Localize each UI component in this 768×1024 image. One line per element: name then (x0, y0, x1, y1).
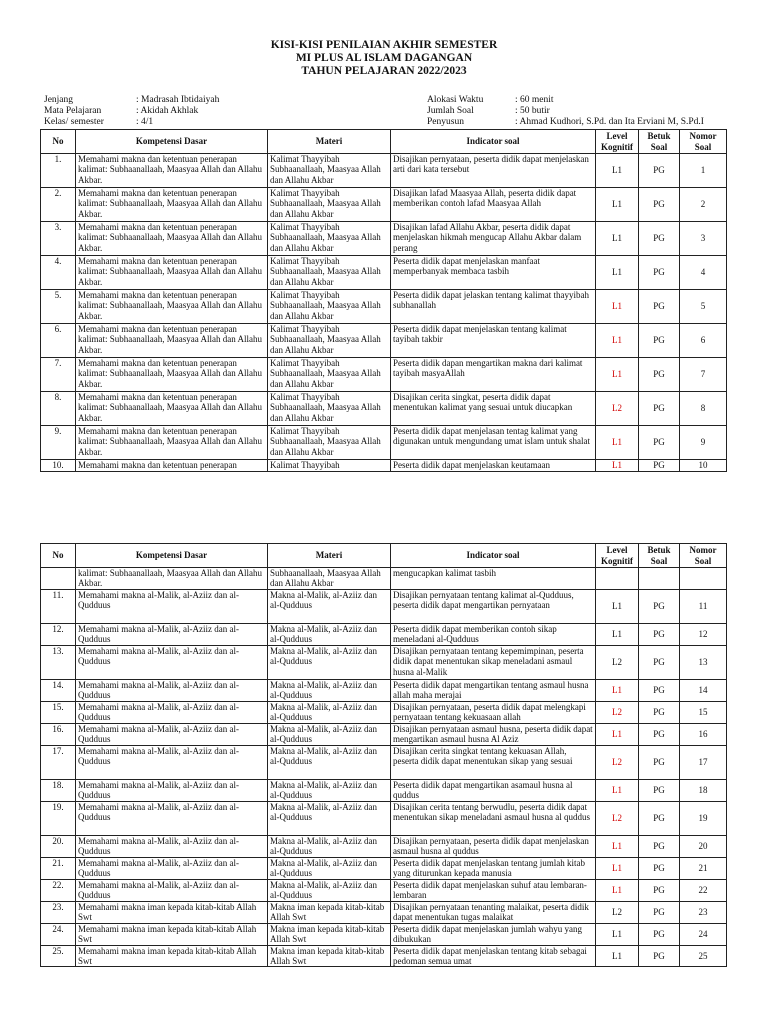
bentuk-soal-cell: PG (639, 460, 680, 472)
row-number-cell: 10. (41, 460, 76, 472)
materi-cell: Kalimat Thayyibah Subhaanallaah, Maasyaa Allah dan Allahu Akbar (268, 256, 391, 290)
row-number-cell: 14. (41, 680, 76, 702)
level-kognitif-cell: L1 (596, 358, 639, 392)
column-header-bentuk: Betuk Soal (639, 130, 680, 154)
row-number-cell: 11. (41, 590, 76, 624)
column-header-kompetensi: Kompetensi Dasar (76, 130, 268, 154)
table-row (41, 256, 727, 290)
column-header-materi: Materi (268, 130, 391, 154)
bentuk-soal-cell: PG (639, 746, 680, 780)
meta-row (427, 95, 704, 106)
table-row (41, 646, 727, 680)
bentuk-soal-cell: PG (639, 902, 680, 924)
level-kognitif-cell: L1 (596, 945, 639, 967)
materi-cell: Kalimat Thayyibah Subhaanallaah, Maasyaa Allah dan Allahu Akbar (268, 392, 391, 426)
meta-label: Alokasi Waktu (427, 95, 484, 105)
kompetensi-dasar-cell: Memahami makna al-Malik, al-Aziiz dan al-Qudduus (76, 590, 268, 624)
materi-cell: Kalimat Thayyibah (268, 460, 391, 472)
level-kognitif-cell: L1 (596, 590, 639, 624)
kompetensi-dasar-cell: Memahami makna dan ketentuan penerapan kalimat: Subhaanallaah, Maasyaa Allah dan Allahu Akbar. (76, 188, 268, 222)
table-row (41, 154, 727, 188)
nomor-soal-cell: 9 (680, 426, 727, 460)
row-number-cell: 23. (41, 902, 76, 924)
level-kognitif-cell: L2 (596, 802, 639, 836)
table-row (41, 945, 727, 967)
bentuk-soal-cell: PG (639, 256, 680, 290)
materi-cell: Makna al-Malik, al-Aziiz dan al-Qudduus (268, 780, 391, 802)
table-row (41, 358, 727, 392)
row-number-cell: 13. (41, 646, 76, 680)
materi-cell: Kalimat Thayyibah Subhaanallaah, Maasyaa Allah dan Allahu Akbar (268, 358, 391, 392)
nomor-soal-cell: 18 (680, 780, 727, 802)
kompetensi-dasar-cell: Memahami makna al-Malik, al-Aziiz dan al-Qudduus (76, 680, 268, 702)
bentuk-soal-cell: PG (639, 924, 680, 946)
materi-cell: Kalimat Thayyibah Subhaanallaah, Maasyaa Allah dan Allahu Akbar (268, 222, 391, 256)
table-row (41, 426, 727, 460)
assessment-grid-table-1 (40, 129, 727, 472)
meta-value: : Madrasah Ibtidaiyah (136, 95, 220, 105)
kompetensi-dasar-cell: Memahami makna dan ketentuan penerapan kalimat: Subhaanallaah, Maasyaa Allah dan Allahu Akbar. (76, 358, 268, 392)
bentuk-soal-cell: PG (639, 392, 680, 426)
kompetensi-dasar-cell: Memahami makna dan ketentuan penerapan (76, 460, 268, 472)
level-kognitif-cell: L1 (596, 290, 639, 324)
row-number-cell: 2. (41, 188, 76, 222)
kompetensi-dasar-cell: Memahami makna dan ketentuan penerapan kalimat: Subhaanallaah, Maasyaa Allah dan Allahu Akbar. (76, 290, 268, 324)
bentuk-soal-cell: PG (639, 154, 680, 188)
table-row (41, 836, 727, 858)
indikator-soal-cell: Peserta didik dapat menjelaskan tentang kalimat tayibah takbir (391, 324, 596, 358)
indikator-soal-cell: Peserta didik dapat menjelaskan tentang jumlah kitab yang diturunkan kepada manusia (391, 858, 596, 880)
nomor-soal-cell: 2 (680, 188, 727, 222)
level-kognitif-cell: L2 (596, 392, 639, 426)
indikator-soal-cell: Disajikan cerita tentang berwudlu, peserta didik dapat menentukan sikap meneladani asmaul husna al quddus (391, 802, 596, 836)
materi-cell: Kalimat Thayyibah Subhaanallaah, Maasyaa Allah dan Allahu Akbar (268, 426, 391, 460)
row-number-cell: 17. (41, 746, 76, 780)
row-number-cell: 9. (41, 426, 76, 460)
bentuk-soal-cell: PG (639, 590, 680, 624)
row-number-cell: 12. (41, 624, 76, 646)
indikator-soal-cell: Peserta didik dapat memberikan contoh sikap meneladani al-Qudduus (391, 624, 596, 646)
nomor-soal-cell: 22 (680, 880, 727, 902)
indikator-soal-cell: Disajikan pernyataan tenanting malaikat, peserta didik dapat menentukan tugas malaikat (391, 902, 596, 924)
column-header-nomor: Nomor Soal (680, 130, 727, 154)
header-title-line-1: KISI-KISI PENILAIAN AKHIR SEMESTER (270, 39, 498, 51)
table-row (41, 460, 727, 472)
materi-cell: Subhaanallaah, Maasyaa Allah dan Allahu Akbar (268, 568, 391, 590)
kompetensi-dasar-cell: Memahami makna al-Malik, al-Aziiz dan al-Qudduus (76, 858, 268, 880)
row-number-cell: 16. (41, 724, 76, 746)
nomor-soal-cell: 19 (680, 802, 727, 836)
kompetensi-dasar-cell: kalimat: Subhaanallaah, Maasyaa Allah dan Allahu Akbar. (76, 568, 268, 590)
bentuk-soal-cell: PG (639, 188, 680, 222)
row-number-cell: 7. (41, 358, 76, 392)
bentuk-soal-cell: PG (639, 858, 680, 880)
level-kognitif-cell: L1 (596, 426, 639, 460)
row-number-cell: 22. (41, 880, 76, 902)
meta-left-block (44, 95, 219, 128)
kompetensi-dasar-cell: Memahami makna dan ketentuan penerapan kalimat: Subhaanallaah, Maasyaa Allah dan Allahu Akbar. (76, 324, 268, 358)
level-kognitif-cell: L1 (596, 880, 639, 902)
bentuk-soal-cell: PG (639, 780, 680, 802)
indikator-soal-cell: Disajikan lafad Allahu Akbar, peserta didik dapat menjelaskan hikmah mengucap Allahu Akbar dalam perang (391, 222, 596, 256)
kompetensi-dasar-cell: Memahami makna al-Malik, al-Aziiz dan al-Qudduus (76, 780, 268, 802)
kompetensi-dasar-cell: Memahami makna al-Malik, al-Aziiz dan al-Qudduus (76, 802, 268, 836)
level-kognitif-cell: L1 (596, 188, 639, 222)
column-header-indikator: Indicator soal (391, 130, 596, 154)
meta-label: Kelas/ semester (44, 117, 104, 127)
nomor-soal-cell: 16 (680, 724, 727, 746)
nomor-soal-cell: 25 (680, 945, 727, 967)
kompetensi-dasar-cell: Memahami makna dan ketentuan penerapan kalimat: Subhaanallaah, Maasyaa Allah dan Allahu Akbar. (76, 154, 268, 188)
materi-cell: Makna al-Malik, al-Aziiz dan al-Qudduus (268, 590, 391, 624)
kompetensi-dasar-cell: Memahami makna dan ketentuan penerapan kalimat: Subhaanallaah, Maasyaa Allah dan Allahu Akbar. (76, 256, 268, 290)
materi-cell: Makna al-Malik, al-Aziiz dan al-Qudduus (268, 680, 391, 702)
level-kognitif-cell: L1 (596, 460, 639, 472)
row-number-cell: 1. (41, 154, 76, 188)
kompetensi-dasar-cell: Memahami makna al-Malik, al-Aziiz dan al-Qudduus (76, 836, 268, 858)
column-header-no: No (41, 130, 76, 154)
assessment-grid-table-2 (40, 543, 727, 967)
table-row (41, 568, 727, 590)
materi-cell: Makna al-Malik, al-Aziiz dan al-Qudduus (268, 880, 391, 902)
materi-cell: Kalimat Thayyibah Subhaanallaah, Maasyaa Allah dan Allahu Akbar (268, 188, 391, 222)
indikator-soal-cell: Disajikan pernyataan, peserta didik dapat menjelaskan asmaul husna al quddus (391, 836, 596, 858)
bentuk-soal-cell (639, 568, 680, 590)
table-row (41, 746, 727, 780)
kompetensi-dasar-cell: Memahami makna al-Malik, al-Aziiz dan al-Qudduus (76, 724, 268, 746)
row-number-cell: 25. (41, 945, 76, 967)
materi-cell: Makna al-Malik, al-Aziiz dan al-Qudduus (268, 858, 391, 880)
row-number-cell: 15. (41, 702, 76, 724)
table-row (41, 680, 727, 702)
row-number-cell: 19. (41, 802, 76, 836)
indikator-soal-cell: Peserta didik dapat menjelaskan tentang kitab sebagai pedoman semua umat (391, 945, 596, 967)
table-body (41, 154, 727, 472)
nomor-soal-cell: 4 (680, 256, 727, 290)
indikator-soal-cell: Peserta didik dapan mengartikan makna dari kalimat tayibah masyaAllah (391, 358, 596, 392)
nomor-soal-cell: 7 (680, 358, 727, 392)
bentuk-soal-cell: PG (639, 945, 680, 967)
indikator-soal-cell: Disajikan pernyataan, peserta didik dapat melengkapi pernyataan tentang kekuasaan allah (391, 702, 596, 724)
bentuk-soal-cell: PG (639, 680, 680, 702)
level-kognitif-cell: L1 (596, 624, 639, 646)
nomor-soal-cell: 20 (680, 836, 727, 858)
table-row (41, 858, 727, 880)
kompetensi-dasar-cell: Memahami makna iman kepada kitab-kitab Allah Swt (76, 902, 268, 924)
bentuk-soal-cell: PG (639, 646, 680, 680)
nomor-soal-cell: 21 (680, 858, 727, 880)
meta-value: : 50 butir (515, 106, 550, 116)
materi-cell: Kalimat Thayyibah Subhaanallaah, Maasyaa Allah dan Allahu Akbar (268, 324, 391, 358)
table-row (41, 702, 727, 724)
meta-row (44, 117, 219, 128)
meta-right-block (427, 95, 704, 128)
bentuk-soal-cell: PG (639, 624, 680, 646)
kompetensi-dasar-cell: Memahami makna al-Malik, al-Aziiz dan al-Qudduus (76, 880, 268, 902)
nomor-soal-cell: 5 (680, 290, 727, 324)
table-row (41, 724, 727, 746)
column-header-level: Level Kognitif (596, 544, 639, 568)
materi-cell: Makna al-Malik, al-Aziiz dan al-Qudduus (268, 624, 391, 646)
row-number-cell: 18. (41, 780, 76, 802)
kompetensi-dasar-cell: Memahami makna dan ketentuan penerapan kalimat: Subhaanallaah, Maasyaa Allah dan Allahu Akbar. (76, 392, 268, 426)
nomor-soal-cell: 14 (680, 680, 727, 702)
meta-label: Jumlah Soal (427, 106, 474, 116)
indikator-soal-cell: Disajikan cerita singkat tentang kekuasan Allah, peserta didik dapat menentukan sikap yang sesuai (391, 746, 596, 780)
column-header-level: Level Kognitif (596, 130, 639, 154)
nomor-soal-cell: 24 (680, 924, 727, 946)
indikator-soal-cell: Peserta didik dapat menjelaskan keutamaan (391, 460, 596, 472)
indikator-soal-cell: Peserta didik dapat menjelasan tentag kalimat yang digunakan untuk mengundang umat islam untuk shalat (391, 426, 596, 460)
column-header-materi: Materi (268, 544, 391, 568)
materi-cell: Makna al-Malik, al-Aziiz dan al-Qudduus (268, 836, 391, 858)
indikator-soal-cell: Disajikan pernyataan asmaul husna, peserta didik dapat mengartikan asmaul husna Al Aziz (391, 724, 596, 746)
indikator-soal-cell: Peserta didik dapat menjelaskan jumlah wahyu yang dibukukan (391, 924, 596, 946)
indikator-soal-cell: Disajikan pernyataan, peserta didik dapat menjelaskan arti dari kata tersebut (391, 154, 596, 188)
indikator-soal-cell: Disajikan pernyataan tentang kalimat al-Qudduus, peserta didik dapat mengartikan pernyataan (391, 590, 596, 624)
nomor-soal-cell: 10 (680, 460, 727, 472)
level-kognitif-cell (596, 568, 639, 590)
materi-cell: Makna al-Malik, al-Aziiz dan al-Qudduus (268, 746, 391, 780)
header-title-line-3: TAHUN PELAJARAN 2022/2023 (301, 65, 467, 77)
nomor-soal-cell: 11 (680, 590, 727, 624)
kompetensi-dasar-cell: Memahami makna al-Malik, al-Aziiz dan al-Qudduus (76, 702, 268, 724)
row-number-cell: 3. (41, 222, 76, 256)
bentuk-soal-cell: PG (639, 836, 680, 858)
materi-cell: Makna al-Malik, al-Aziiz dan al-Qudduus (268, 802, 391, 836)
header-title-line-2: MI PLUS AL ISLAM DAGANGAN (295, 52, 473, 64)
meta-value: : 4/1 (136, 117, 154, 127)
nomor-soal-cell: 8 (680, 392, 727, 426)
bentuk-soal-cell: PG (639, 222, 680, 256)
indikator-soal-cell: Disajikan pernyataan tentang kepemimpinan, peserta didik dapat menentukan sikap meneladani asmaul husna al-Malik (391, 646, 596, 680)
kompetensi-dasar-cell: Memahami makna iman kepada kitab-kitab Allah Swt (76, 945, 268, 967)
row-number-cell: 21. (41, 858, 76, 880)
materi-cell: Kalimat Thayyibah Subhaanallaah, Maasyaa Allah dan Allahu Akbar (268, 290, 391, 324)
nomor-soal-cell: 15 (680, 702, 727, 724)
nomor-soal-cell: 13 (680, 646, 727, 680)
indikator-soal-cell: Peserta didik dapat menjelaskan suhuf atau lembaran-lembaran (391, 880, 596, 902)
meta-label: Jenjang (44, 95, 74, 105)
kompetensi-dasar-cell: Memahami makna dan ketentuan penerapan kalimat: Subhaanallaah, Maasyaa Allah dan Allahu Akbar. (76, 222, 268, 256)
column-header-nomor: Nomor Soal (680, 544, 727, 568)
table-row (41, 802, 727, 836)
bentuk-soal-cell: PG (639, 802, 680, 836)
table-row (41, 324, 727, 358)
level-kognitif-cell: L2 (596, 646, 639, 680)
meta-label: Mata Pelajaran (44, 106, 102, 116)
table-header-row (41, 544, 727, 568)
level-kognitif-cell: L1 (596, 324, 639, 358)
meta-row (427, 106, 704, 117)
column-header-no: No (41, 544, 76, 568)
column-header-kompetensi: Kompetensi Dasar (76, 544, 268, 568)
nomor-soal-cell: 3 (680, 222, 727, 256)
kompetensi-dasar-cell: Memahami makna al-Malik, al-Aziiz dan al-Qudduus (76, 746, 268, 780)
level-kognitif-cell: L1 (596, 154, 639, 188)
nomor-soal-cell: 17 (680, 746, 727, 780)
indikator-soal-cell: Disajikan cerita singkat, peserta didik dapat menentukan kalimat yang sesuai untuk diucapkan (391, 392, 596, 426)
table-row (41, 188, 727, 222)
nomor-soal-cell: 23 (680, 902, 727, 924)
level-kognitif-cell: L1 (596, 256, 639, 290)
table-row (41, 590, 727, 624)
level-kognitif-cell: L1 (596, 680, 639, 702)
row-number-cell: 5. (41, 290, 76, 324)
indikator-soal-cell: Disajikan lafad Maasyaa Allah, peserta didik dapat memberikan contoh lafad Maasyaa Allah (391, 188, 596, 222)
table-row (41, 392, 727, 426)
nomor-soal-cell: 6 (680, 324, 727, 358)
meta-row (44, 106, 219, 117)
meta-value: : 60 menit (515, 95, 554, 105)
table-header-row (41, 130, 727, 154)
bentuk-soal-cell: PG (639, 358, 680, 392)
materi-cell: Makna al-Malik, al-Aziiz dan al-Qudduus (268, 724, 391, 746)
kompetensi-dasar-cell: Memahami makna al-Malik, al-Aziiz dan al-Qudduus (76, 624, 268, 646)
level-kognitif-cell: L1 (596, 724, 639, 746)
materi-cell: Makna iman kepada kitab-kitab Allah Swt (268, 924, 391, 946)
row-number-cell: 4. (41, 256, 76, 290)
nomor-soal-cell: 12 (680, 624, 727, 646)
meta-row (44, 95, 219, 106)
materi-cell: Makna iman kepada kitab-kitab Allah Swt (268, 902, 391, 924)
column-header-bentuk: Betuk Soal (639, 544, 680, 568)
table-row (41, 924, 727, 946)
kompetensi-dasar-cell: Memahami makna dan ketentuan penerapan kalimat: Subhaanallaah, Maasyaa Allah dan Allahu Akbar. (76, 426, 268, 460)
table-row (41, 290, 727, 324)
meta-value: : Ahmad Kudhori, S.Pd. dan Ita Erviani M, S.Pd.I (515, 117, 704, 127)
bentuk-soal-cell: PG (639, 324, 680, 358)
bentuk-soal-cell: PG (639, 426, 680, 460)
table-row (41, 624, 727, 646)
nomor-soal-cell (680, 568, 727, 590)
table-row (41, 902, 727, 924)
materi-cell: Makna iman kepada kitab-kitab Allah Swt (268, 945, 391, 967)
level-kognitif-cell: L1 (596, 222, 639, 256)
table-row (41, 780, 727, 802)
materi-cell: Makna al-Malik, al-Aziiz dan al-Qudduus (268, 702, 391, 724)
indikator-soal-cell: Peserta didik dapat mengartikan asamaul husna al quddus (391, 780, 596, 802)
bentuk-soal-cell: PG (639, 702, 680, 724)
level-kognitif-cell: L1 (596, 924, 639, 946)
column-header-indikator: Indicator soal (391, 544, 596, 568)
level-kognitif-cell: L1 (596, 780, 639, 802)
table-row (41, 222, 727, 256)
meta-label: Penyusun (427, 117, 464, 127)
kompetensi-dasar-cell: Memahami makna al-Malik, al-Aziiz dan al-Qudduus (76, 646, 268, 680)
row-number-cell: 6. (41, 324, 76, 358)
level-kognitif-cell: L2 (596, 746, 639, 780)
level-kognitif-cell: L1 (596, 836, 639, 858)
table-row (41, 880, 727, 902)
indikator-soal-cell: Peserta didik dapat jelaskan tentang kalimat thayyibah subhanallah (391, 290, 596, 324)
meta-row (427, 117, 704, 128)
row-number-cell: 24. (41, 924, 76, 946)
kompetensi-dasar-cell: Memahami makna iman kepada kitab-kitab Allah Swt (76, 924, 268, 946)
materi-cell: Makna al-Malik, al-Aziiz dan al-Qudduus (268, 646, 391, 680)
indikator-soal-cell: Peserta didik dapat menjelaskan manfaat memperbanyak membaca tasbih (391, 256, 596, 290)
level-kognitif-cell: L2 (596, 902, 639, 924)
level-kognitif-cell: L1 (596, 858, 639, 880)
row-number-cell (41, 568, 76, 590)
meta-value: : Akidah Akhlak (136, 106, 199, 116)
row-number-cell: 8. (41, 392, 76, 426)
materi-cell: Kalimat Thayyibah Subhaanallaah, Maasyaa Allah dan Allahu Akbar (268, 154, 391, 188)
bentuk-soal-cell: PG (639, 880, 680, 902)
indikator-soal-cell: Peserta didik dapat mengartikan tentang asmaul husna allah maha merajai (391, 680, 596, 702)
level-kognitif-cell: L2 (596, 702, 639, 724)
bentuk-soal-cell: PG (639, 290, 680, 324)
bentuk-soal-cell: PG (639, 724, 680, 746)
indikator-soal-cell: mengucapkan kalimat tasbih (391, 568, 596, 590)
table-body (41, 568, 727, 967)
row-number-cell: 20. (41, 836, 76, 858)
nomor-soal-cell: 1 (680, 154, 727, 188)
